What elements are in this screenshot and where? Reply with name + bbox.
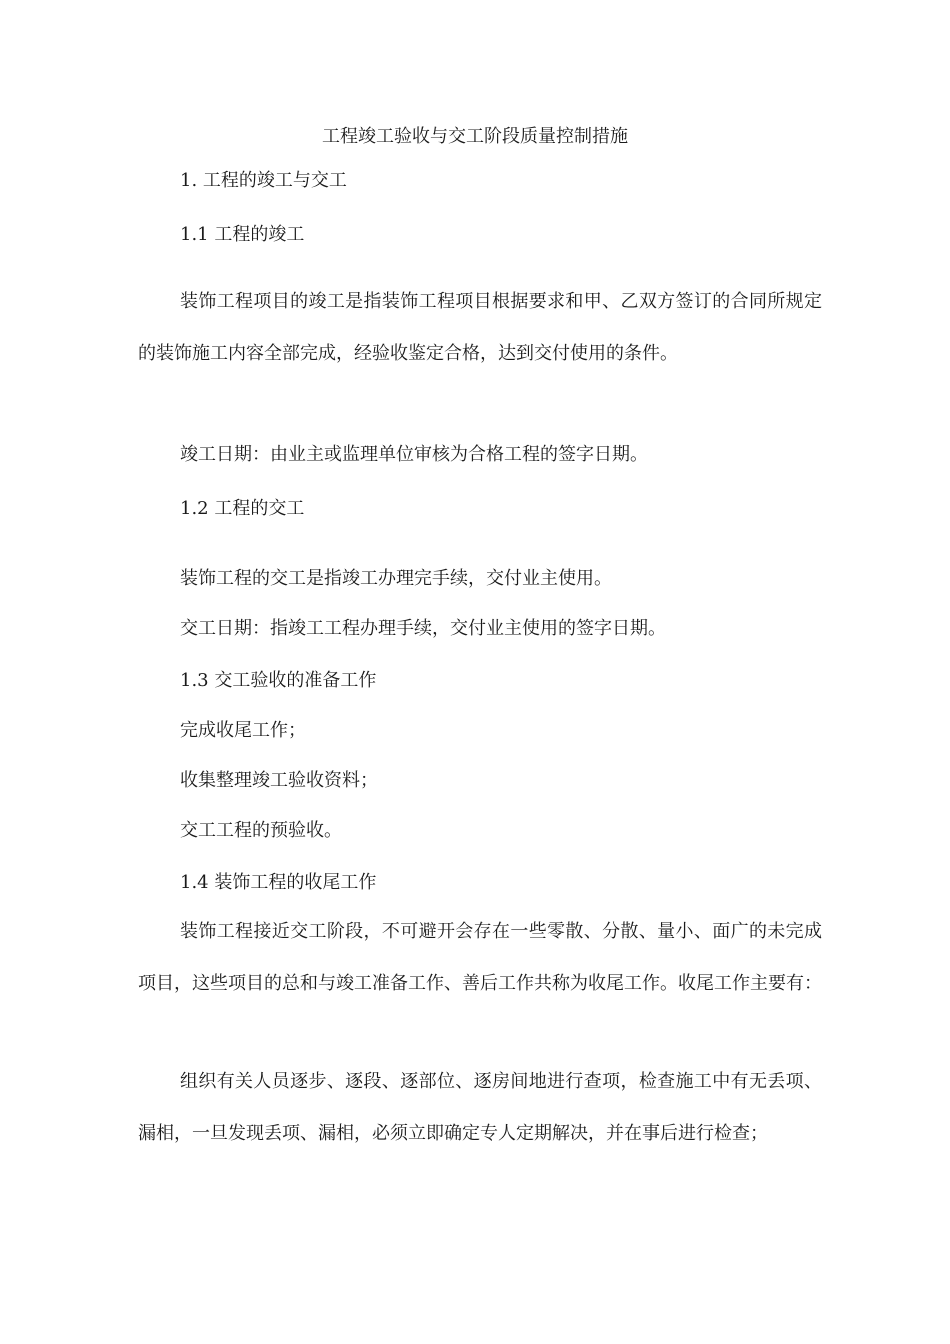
paragraph-handover-definition: 装饰工程的交工是指竣工办理完手续，交付业主使用。 [180, 568, 612, 589]
paragraph-completion-date: 竣工日期：由业主或监理单位审核为合格工程的签字日期。 [180, 444, 648, 465]
heading-1-2: 1.2 工程的交工 [180, 498, 305, 519]
list-item: 交工工程的预验收。 [180, 820, 342, 841]
document-title: 工程竣工验收与交工阶段质量控制措施 [322, 126, 628, 147]
heading-1: 1. 工程的竣工与交工 [180, 170, 347, 191]
heading-1-3: 1.3 交工验收的准备工作 [180, 670, 377, 691]
paragraph-inspection: 组织有关人员逐步、逐段、逐部位、逐房间地进行查项，检查施工中有无丢项、漏相，一旦发现丢项、漏相，必须立即确定专人定期解决，并在事后进行检查； [138, 1071, 822, 1144]
paragraph-completion-definition: 装饰工程项目的竣工是指装饰工程项目根据要求和甲、乙双方签订的合同所规定的装饰施工内容全部完成，经验收鉴定合格，达到交付使用的条件。 [138, 291, 822, 364]
list-item: 完成收尾工作； [180, 720, 306, 741]
paragraph-handover-date: 交工日期：指竣工工程办理手续，交付业主使用的签字日期。 [180, 618, 666, 639]
paragraph-finishing-work: 装饰工程接近交工阶段，不可避开会存在一些零散、分散、量小、面广的未完成项目，这些项目的总和与竣工准备工作、善后工作共称为收尾工作。收尾工作主要有： [138, 921, 822, 994]
heading-1-4: 1.4 装饰工程的收尾工作 [180, 872, 377, 893]
list-item: 收集整理竣工验收资料； [180, 770, 378, 791]
heading-1-1: 1.1 工程的竣工 [180, 224, 305, 245]
